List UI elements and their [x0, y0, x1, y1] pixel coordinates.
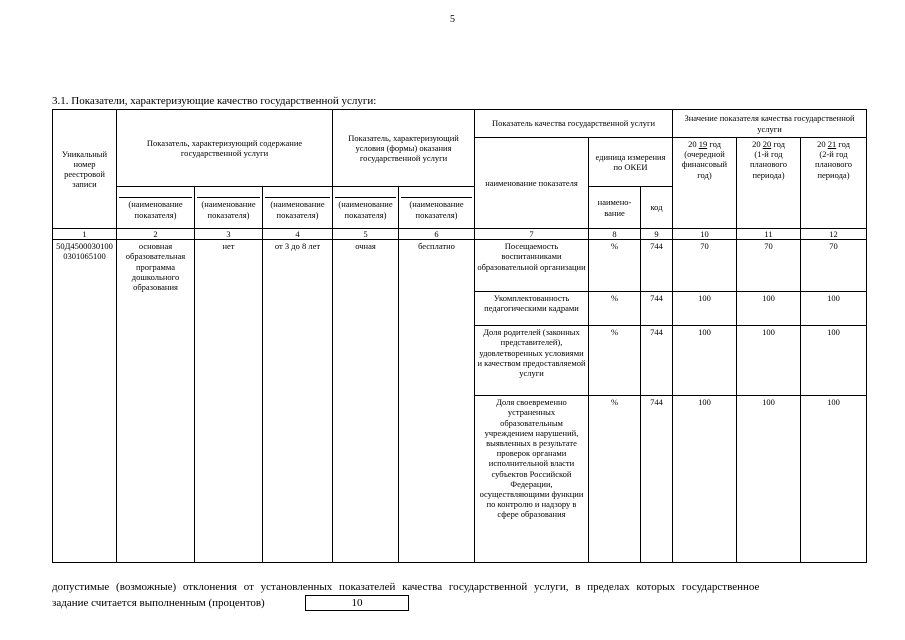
- header-quality-indicator: Показатель качества государственной услуги: [475, 110, 673, 138]
- content-value-3: от 3 до 8 лет: [263, 240, 333, 563]
- year2-desc: (1-й год планового периода): [749, 149, 788, 180]
- deviation-threshold-value: 10: [305, 595, 409, 611]
- year1-desc: (очередной финансовый год): [681, 149, 728, 180]
- indicator-year-3: 70: [801, 240, 867, 292]
- year2-prefix: 20: [752, 139, 761, 149]
- column-number-row: [53, 229, 867, 240]
- year3-value: 21: [827, 139, 837, 149]
- column-number: 8: [589, 229, 641, 240]
- page-number: 5: [450, 14, 455, 25]
- column-number: 7: [475, 229, 589, 240]
- year1-value: 19: [698, 139, 708, 149]
- table-row: [53, 240, 867, 292]
- deviation-note-continued: задание считается выполненным (процентов): [52, 597, 265, 609]
- year3-prefix: 20: [817, 139, 826, 149]
- column-number: 1: [53, 229, 117, 240]
- year2-suffix: год: [773, 139, 785, 149]
- indicator-unit: %: [589, 292, 641, 326]
- indicator-name: Доля своевременно устраненных образовательным учреждением нарушений, выявленных в результате проверок органами исполнительной власти субъектов Российской Федерации, осуществляющими функции по контролю и надзору в сфере образования: [475, 396, 589, 563]
- header-conditions-indicator: Показатель, характеризующий условия (формы) оказания государственной услуги: [333, 110, 475, 187]
- indicator-year-1: 70: [673, 240, 737, 292]
- column-number: 3: [195, 229, 263, 240]
- header-quality-value: Значение показателя качества государственной услуги: [673, 110, 867, 138]
- header-year-3: [801, 138, 867, 229]
- header-content-sub-2: (наименование показателя): [195, 187, 263, 229]
- indicator-year-3: 100: [801, 396, 867, 563]
- section-title: 3.1. Показатели, характеризующие качество государственной услуги:: [52, 95, 377, 107]
- condition-value-1: очная: [333, 240, 399, 563]
- column-number: 5: [333, 229, 399, 240]
- content-value-1: основная образовательная программа дошкольного образования: [117, 240, 195, 563]
- indicator-year-2: 100: [737, 326, 801, 396]
- column-number: 6: [399, 229, 475, 240]
- indicator-year-1: 100: [673, 396, 737, 563]
- registry-number: 50Д45000301000301065100: [53, 240, 117, 563]
- header-condition-sub-2: (наименование показателя): [399, 187, 475, 229]
- indicator-code: 744: [641, 240, 673, 292]
- year2-value: 20: [762, 139, 772, 149]
- indicator-year-3: 100: [801, 292, 867, 326]
- header-unique-number: Уникальный номер реестровой записи: [53, 110, 117, 229]
- year3-desc: (2-й год планового периода): [814, 149, 853, 180]
- header-content-sub-1: (наименование показателя): [117, 187, 195, 229]
- indicator-year-1: 100: [673, 292, 737, 326]
- quality-indicators-table: [52, 109, 867, 563]
- year1-prefix: 20: [688, 139, 697, 149]
- column-number: 12: [801, 229, 867, 240]
- condition-value-2: бесплатно: [399, 240, 475, 563]
- header-okei-unit: единица измерения по ОКЕИ: [589, 138, 673, 187]
- indicator-code: 744: [641, 396, 673, 563]
- column-number: 4: [263, 229, 333, 240]
- header-indicator-name: наименование показателя: [475, 138, 589, 229]
- deviation-note: допустимые (возможные) отклонения от установленных показателей качества государственной услуги, в пределах которых государственное: [52, 581, 760, 593]
- indicator-name: Посещаемость воспитанниками образовательной организации: [475, 240, 589, 292]
- header-content-indicator: Показатель, характеризующий содержание государственной услуги: [117, 110, 333, 187]
- indicator-code: 744: [641, 326, 673, 396]
- header-content-sub-3: (наименование показателя): [263, 187, 333, 229]
- column-number: 11: [737, 229, 801, 240]
- column-number: 2: [117, 229, 195, 240]
- content-value-2: нет: [195, 240, 263, 563]
- indicator-name: Доля родителей (законных представителей), удовлетворенных условиями и качеством предоставляемой услуги: [475, 326, 589, 396]
- header-okei-code: код: [641, 187, 673, 229]
- indicator-unit: %: [589, 326, 641, 396]
- header-year-1: [673, 138, 737, 229]
- year3-suffix: год: [838, 139, 850, 149]
- indicator-name: Укомплектованность педагогическими кадрами: [475, 292, 589, 326]
- indicator-year-1: 100: [673, 326, 737, 396]
- indicator-unit: %: [589, 396, 641, 563]
- header-year-2: [737, 138, 801, 229]
- column-number: 9: [641, 229, 673, 240]
- indicator-year-3: 100: [801, 326, 867, 396]
- indicator-unit: %: [589, 240, 641, 292]
- indicator-code: 744: [641, 292, 673, 326]
- indicator-year-2: 70: [737, 240, 801, 292]
- year1-suffix: год: [709, 139, 721, 149]
- header-okei-name: наимено-вание: [589, 187, 641, 229]
- indicator-year-2: 100: [737, 396, 801, 563]
- header-condition-sub-1: (наименование показателя): [333, 187, 399, 229]
- indicator-year-2: 100: [737, 292, 801, 326]
- column-number: 10: [673, 229, 737, 240]
